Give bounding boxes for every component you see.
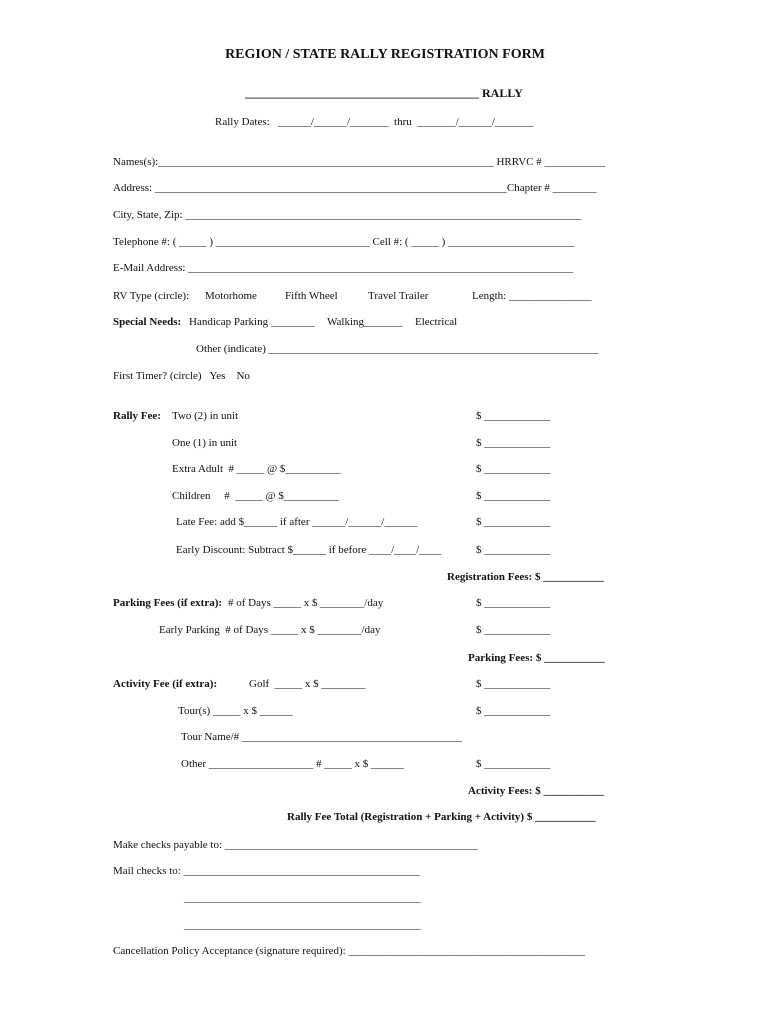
form-title: REGION / STATE RALLY REGISTRATION FORM [225,47,545,62]
activity-fee-label: Activity Fee (if extra): [113,678,218,690]
golf-amount[interactable]: $ ____________ [476,678,551,690]
rv-length-field[interactable]: Length: _______________ [472,290,592,302]
parking-fees-total[interactable]: Parking Fees: $ ___________ [468,652,605,664]
rv-type-label: RV Type (circle): [113,290,190,302]
mail-checks-field[interactable]: Mail checks to: ___________________________________________ [113,865,421,877]
rally-dates-field[interactable]: Rally Dates: ______/______/_______ thru _______/______/_______ [215,116,534,128]
parking-days-field[interactable]: # of Days _____ x $ ________/day [228,597,384,609]
rv-option-fifth-wheel[interactable]: Fifth Wheel [285,290,338,302]
other-activity-amount[interactable]: $ ____________ [476,758,551,770]
rally-name-field[interactable]: _______________________________________ RALLY [245,86,523,100]
activity-fees-total[interactable]: Activity Fees: $ ___________ [468,785,604,797]
mail-address-line-2[interactable]: ___________________________________________ [184,892,421,904]
address-field[interactable]: Address: ________________________________________________________________Chapter # ________ [113,182,597,194]
first-timer-field[interactable]: First Timer? (circle) Yes No [113,370,250,382]
tours-amount[interactable]: $ ____________ [476,705,551,717]
other-needs-field[interactable]: Other (indicate) ____________________________________________________________ [196,343,599,355]
handicap-parking-field[interactable]: Handicap Parking ________ [189,316,315,328]
city-state-zip-field[interactable]: City, State, Zip: ________________________________________________________________________ [113,209,582,221]
two-in-unit-label: Two (2) in unit [172,410,239,422]
two-in-unit-amount[interactable]: $ ____________ [476,410,551,422]
email-field[interactable]: E-Mail Address: ______________________________________________________________________ [113,262,574,274]
parking-fees-label: Parking Fees (if extra): [113,597,223,609]
mail-address-line-3[interactable]: ___________________________________________ [184,919,421,931]
tours-field[interactable]: Tour(s) _____ x $ ______ [178,705,293,717]
early-discount-field[interactable]: Early Discount: Subtract $______ if before ____/____/____ [176,544,442,556]
children-field[interactable]: Children # _____ @ $__________ [172,490,339,502]
late-fee-amount[interactable]: $ ____________ [476,516,551,528]
parking-days-amount[interactable]: $ ____________ [476,597,551,609]
registration-fees-total[interactable]: Registration Fees: $ ___________ [447,571,604,583]
early-discount-amount[interactable]: $ ____________ [476,544,551,556]
golf-field[interactable]: Golf _____ x $ ________ [249,678,366,690]
rally-fee-grand-total[interactable]: Rally Fee Total (Registration + Parking + Activity) $ ___________ [287,811,596,823]
extra-adult-field[interactable]: Extra Adult # _____ @ $__________ [172,463,341,475]
electrical-option[interactable]: Electrical [415,316,458,328]
names-field[interactable]: Names(s):_____________________________________________________________ HRRVC # ___________ [113,156,605,168]
walking-field[interactable]: Walking_______ [327,316,403,328]
cancellation-signature-field[interactable]: Cancellation Policy Acceptance (signature required): ___________________________________________ [113,945,585,957]
early-parking-amount[interactable]: $ ____________ [476,624,551,636]
one-in-unit-label: One (1) in unit [172,437,238,449]
telephone-field[interactable]: Telephone #: ( _____ ) ____________________________ Cell #: ( _____ ) _______________________ [113,236,575,248]
rally-fee-label: Rally Fee: [113,410,161,422]
other-activity-field[interactable]: Other ___________________ # _____ x $ ______ [181,758,405,770]
rv-option-travel-trailer[interactable]: Travel Trailer [368,290,429,302]
special-needs-label: Special Needs: [113,316,182,328]
late-fee-field[interactable]: Late Fee: add $______ if after ______/______/______ [176,516,418,528]
tour-name-field[interactable]: Tour Name/# ________________________________________ [181,731,462,743]
early-parking-field[interactable]: Early Parking # of Days _____ x $ ________/day [159,624,381,636]
one-in-unit-amount[interactable]: $ ____________ [476,437,551,449]
rv-option-motorhome[interactable]: Motorhome [205,290,257,302]
children-amount[interactable]: $ ____________ [476,490,551,502]
extra-adult-amount[interactable]: $ ____________ [476,463,551,475]
checks-payable-field[interactable]: Make checks payable to: ______________________________________________ [113,839,478,851]
